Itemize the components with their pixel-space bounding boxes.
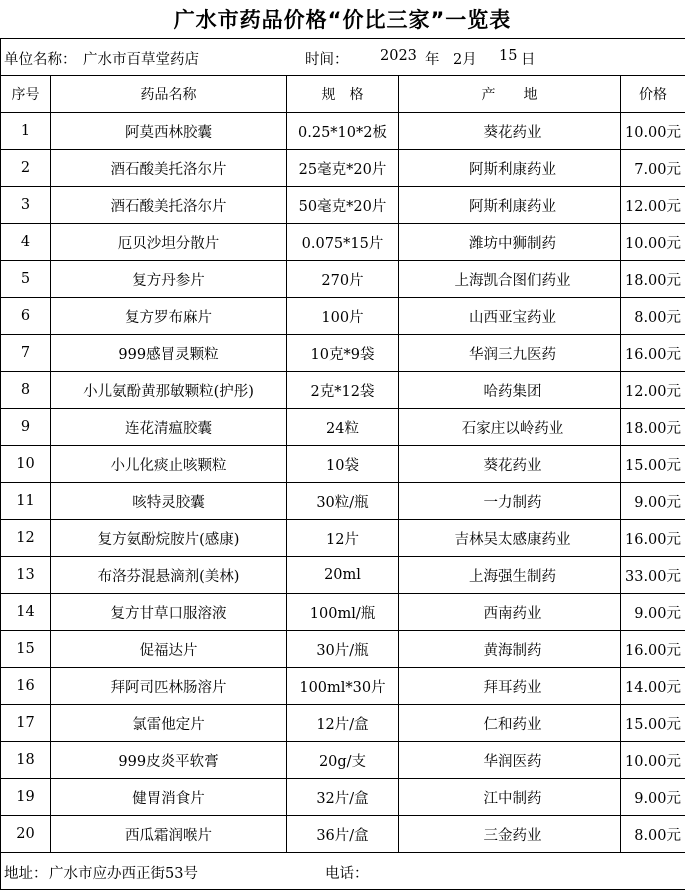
row-index-cell: 16 — [1, 668, 51, 705]
origin-cell: 江中制药 — [399, 779, 621, 816]
origin-cell: 华润医药 — [399, 742, 621, 779]
spec-cell: 2克*12袋 — [287, 372, 399, 409]
drug-name-cell: 复方氨酚烷胺片(感康) — [51, 520, 287, 557]
header-index: 序号 — [1, 76, 51, 113]
spec-cell: 36片/盒 — [287, 816, 399, 853]
drug-name-cell: 阿莫西林胶囊 — [51, 113, 287, 150]
row-index-cell: 17 — [1, 705, 51, 742]
origin-cell: 西南药业 — [399, 594, 621, 631]
origin-cell: 潍坊中狮制药 — [399, 224, 621, 261]
table-row — [1, 150, 685, 187]
spec-cell: 0.25*10*2板 — [287, 113, 399, 150]
origin-cell: 石家庄以岭药业 — [399, 409, 621, 446]
origin-cell: 华润三九医药 — [399, 335, 621, 372]
price-cell: 33.00元 — [621, 557, 685, 594]
spec-cell: 24粒 — [287, 409, 399, 446]
price-cell: 8.00元 — [621, 298, 685, 335]
spec-cell: 100ml/瓶 — [287, 594, 399, 631]
origin-cell: 仁和药业 — [399, 705, 621, 742]
table-row — [1, 779, 685, 816]
header-price: 价格 — [621, 76, 685, 113]
price-cell: 10.00元 — [621, 113, 685, 150]
date-year-unit: 年 — [425, 48, 440, 69]
table-row — [1, 187, 685, 224]
row-index-cell: 6 — [1, 298, 51, 335]
footer-row — [1, 853, 685, 890]
origin-cell: 哈药集团 — [399, 372, 621, 409]
row-index-cell: 15 — [1, 631, 51, 668]
table-row — [1, 113, 685, 150]
row-index-cell: 10 — [1, 446, 51, 483]
spec-cell: 25毫克*20片 — [287, 150, 399, 187]
drug-name-cell: 促福达片 — [51, 631, 287, 668]
spec-cell: 20g/支 — [287, 742, 399, 779]
spec-cell: 10克*9袋 — [287, 335, 399, 372]
drug-name-cell: 999感冒灵颗粒 — [51, 335, 287, 372]
drug-name-cell: 小儿化痰止咳颗粒 — [51, 446, 287, 483]
row-index-cell: 20 — [1, 816, 51, 853]
table-row — [1, 483, 685, 520]
origin-cell: 黄海制药 — [399, 631, 621, 668]
spec-cell: 50毫克*20片 — [287, 187, 399, 224]
drug-name-cell: 酒石酸美托洛尔片 — [51, 150, 287, 187]
header-row — [1, 76, 685, 113]
row-index-cell: 2 — [1, 150, 51, 187]
table-row — [1, 224, 685, 261]
table-row — [1, 742, 685, 779]
table-row — [1, 520, 685, 557]
address-value: 广水市应办西正街53号 — [49, 862, 198, 883]
table-row — [1, 298, 685, 335]
spec-cell: 12片/盒 — [287, 705, 399, 742]
price-cell: 15.00元 — [621, 446, 685, 483]
origin-cell: 山西亚宝药业 — [399, 298, 621, 335]
spec-cell: 32片/盒 — [287, 779, 399, 816]
info-row — [1, 39, 685, 76]
row-index-cell: 8 — [1, 372, 51, 409]
price-cell: 10.00元 — [621, 224, 685, 261]
row-index-cell: 14 — [1, 594, 51, 631]
drug-name-cell: 酒石酸美托洛尔片 — [51, 187, 287, 224]
price-cell: 18.00元 — [621, 409, 685, 446]
unit-name: 广水市百草堂药店 — [83, 48, 199, 69]
drug-name-cell: 复方罗布麻片 — [51, 298, 287, 335]
spec-cell: 30粒/瓶 — [287, 483, 399, 520]
origin-cell: 阿斯利康药业 — [399, 187, 621, 224]
price-cell: 8.00元 — [621, 816, 685, 853]
price-cell: 10.00元 — [621, 742, 685, 779]
drug-name-cell: 连花清瘟胶囊 — [51, 409, 287, 446]
drug-name-cell: 复方丹参片 — [51, 261, 287, 298]
spec-cell: 100ml*30片 — [287, 668, 399, 705]
table-row — [1, 372, 685, 409]
table-row — [1, 261, 685, 298]
price-cell: 7.00元 — [621, 150, 685, 187]
origin-cell: 葵花药业 — [399, 446, 621, 483]
page-title: 广水市药品价格“价比三家”一览表 — [0, 0, 685, 38]
header-origin: 产 地 — [399, 76, 621, 113]
drug-name-cell: 拜阿司匹林肠溶片 — [51, 668, 287, 705]
spec-cell: 30片/瓶 — [287, 631, 399, 668]
origin-cell: 葵花药业 — [399, 113, 621, 150]
drug-name-cell: 999皮炎平软膏 — [51, 742, 287, 779]
drug-name-cell: 氯雷他定片 — [51, 705, 287, 742]
origin-cell: 上海凯合图们药业 — [399, 261, 621, 298]
row-index-cell: 9 — [1, 409, 51, 446]
drug-name-cell: 小儿氨酚黄那敏颗粒(护彤) — [51, 372, 287, 409]
table-row — [1, 594, 685, 631]
drug-name-cell: 咳特灵胶囊 — [51, 483, 287, 520]
price-cell: 16.00元 — [621, 631, 685, 668]
price-cell: 9.00元 — [621, 483, 685, 520]
price-cell: 18.00元 — [621, 261, 685, 298]
row-index-cell: 19 — [1, 779, 51, 816]
price-cell: 9.00元 — [621, 779, 685, 816]
spec-cell: 100片 — [287, 298, 399, 335]
price-cell: 12.00元 — [621, 372, 685, 409]
drug-name-cell: 复方甘草口服溶液 — [51, 594, 287, 631]
time-label: 时间： — [305, 48, 349, 69]
table-row — [1, 705, 685, 742]
price-cell: 16.00元 — [621, 335, 685, 372]
row-index-cell: 3 — [1, 187, 51, 224]
spec-cell: 10袋 — [287, 446, 399, 483]
date-day-unit: 日 — [521, 48, 536, 69]
row-index-cell: 11 — [1, 483, 51, 520]
drug-name-cell: 布洛芬混悬滴剂(美林) — [51, 557, 287, 594]
origin-cell: 一力制药 — [399, 483, 621, 520]
drug-name-cell: 健胃消食片 — [51, 779, 287, 816]
price-cell: 15.00元 — [621, 705, 685, 742]
drug-name-cell: 西瓜霜润喉片 — [51, 816, 287, 853]
price-cell: 14.00元 — [621, 668, 685, 705]
table-row — [1, 631, 685, 668]
date-day: 15 — [499, 48, 517, 64]
origin-cell: 吉林吴太感康药业 — [399, 520, 621, 557]
header-name: 药品名称 — [51, 76, 287, 113]
spec-cell: 0.075*15片 — [287, 224, 399, 261]
price-cell: 9.00元 — [621, 594, 685, 631]
origin-cell: 上海强生制药 — [399, 557, 621, 594]
origin-cell: 三金药业 — [399, 816, 621, 853]
row-index-cell: 7 — [1, 335, 51, 372]
origin-cell: 拜耳药业 — [399, 668, 621, 705]
price-cell: 16.00元 — [621, 520, 685, 557]
row-index-cell: 18 — [1, 742, 51, 779]
table-row — [1, 446, 685, 483]
date-year: 2023 — [380, 48, 417, 64]
unit-label: 单位名称： — [4, 48, 77, 69]
date-month: 2月 — [453, 48, 477, 69]
spec-cell: 270片 — [287, 261, 399, 298]
table-row — [1, 668, 685, 705]
row-index-cell: 13 — [1, 557, 51, 594]
spec-cell: 20ml — [287, 557, 399, 594]
row-index-cell: 12 — [1, 520, 51, 557]
table-row — [1, 409, 685, 446]
row-index-cell: 1 — [1, 113, 51, 150]
price-cell: 12.00元 — [621, 187, 685, 224]
row-index-cell: 5 — [1, 261, 51, 298]
drug-name-cell: 厄贝沙坦分散片 — [51, 224, 287, 261]
origin-cell: 阿斯利康药业 — [399, 150, 621, 187]
spec-cell: 12片 — [287, 520, 399, 557]
table-row — [1, 816, 685, 853]
phone-label: 电话： — [325, 862, 369, 883]
table-row — [1, 557, 685, 594]
row-index-cell: 4 — [1, 224, 51, 261]
price-table — [0, 38, 685, 890]
header-spec: 规 格 — [287, 76, 399, 113]
address-label: 地址： — [4, 862, 48, 883]
table-row — [1, 335, 685, 372]
